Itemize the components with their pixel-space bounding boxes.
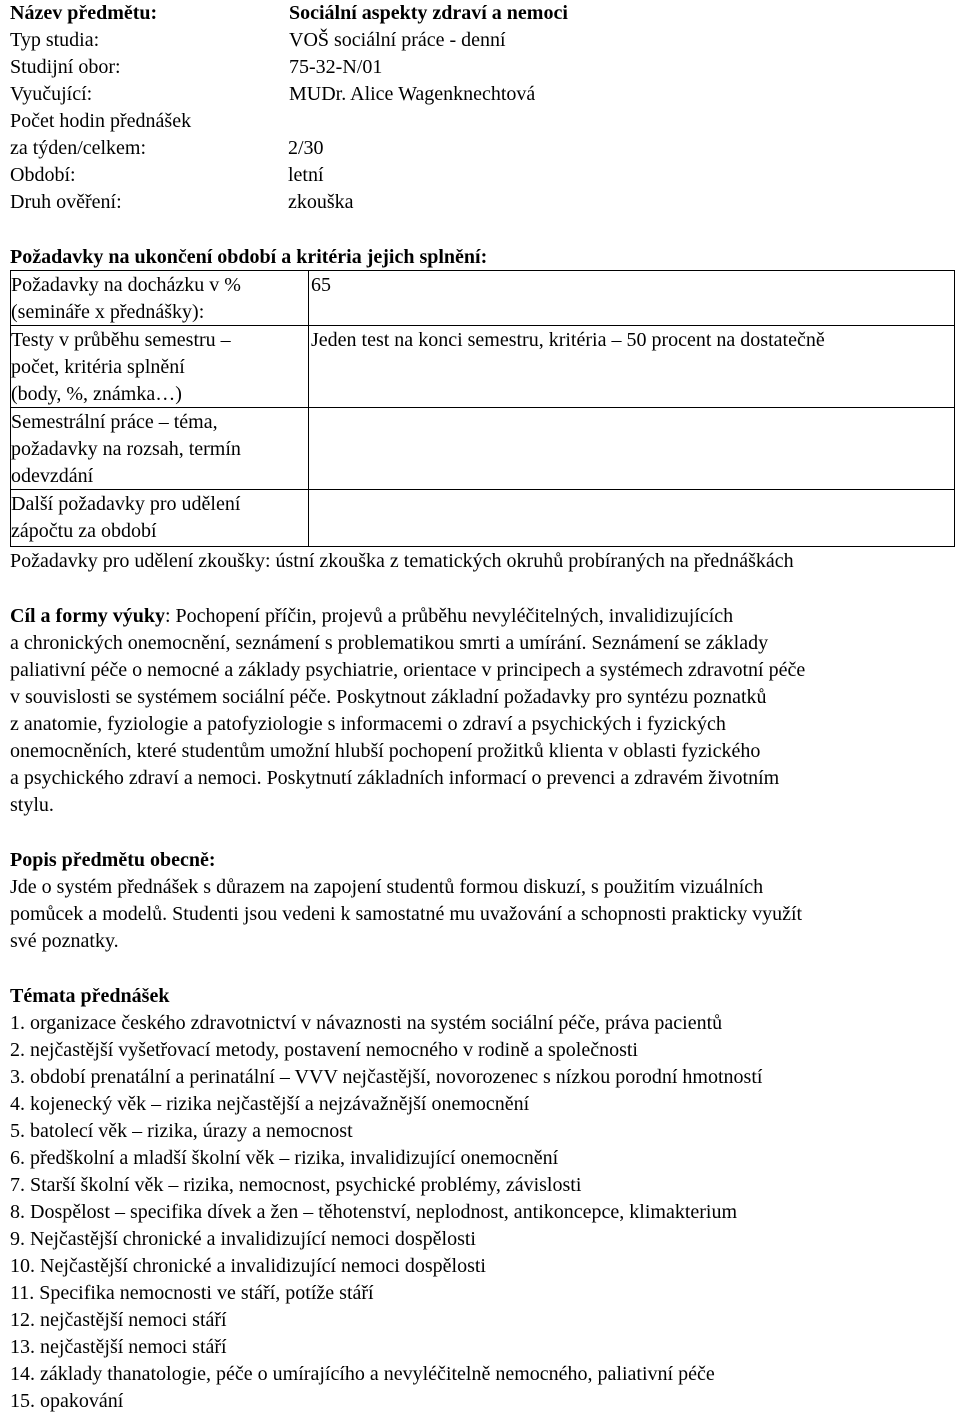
list-item: 8. Dospělost – specifika dívek a žen – těhotenství, neplodnost, antikoncepce, klimakterium	[10, 1201, 738, 1223]
assessment-label: Druh ověření:	[10, 191, 122, 213]
attendance-value: 65	[311, 274, 331, 296]
list-item: 11. Specifika nemocnosti ve stáří, potíže stáří	[10, 1282, 374, 1304]
goals-text-line: a psychického zdraví a nemoci. Poskytnutí základních informací o prevenci a zdravém životním	[10, 767, 780, 789]
credit-requirements-label	[11, 491, 301, 545]
description-text-line: své poznatky.	[10, 930, 119, 952]
attendance-label-line: Požadavky na docházku v %	[11, 274, 241, 296]
goals-text-line: v souvislosti se systémem sociální péče. Poskytnout základní požadavky pro syntézu poznatků	[10, 686, 767, 708]
teacher-value: MUDr. Alice Wagenknechtová	[289, 83, 536, 105]
goals-text-line: z anatomie, fyziologie a patofyziologie s informacemi o zdraví a psychických i fyzických	[10, 713, 726, 735]
hours-label: za týden/celkem:	[10, 137, 147, 159]
list-item: 9. Nejčastější chronické a invalidizující nemoci dospělosti	[10, 1228, 476, 1250]
list-item: 13. nejčastější nemoci stáří	[10, 1336, 227, 1358]
hours-value: 2/30	[288, 137, 324, 159]
topics-list	[10, 1010, 762, 1415]
tests-label-line: (body, %, známka…)	[11, 383, 182, 405]
list-item: 5. batolecí věk – rizika, úrazy a nemocnost	[10, 1120, 353, 1142]
course-name-value: Sociální aspekty zdraví a nemoci	[289, 2, 568, 24]
requirements-table	[10, 270, 955, 547]
attendance-label-line: (semináře x přednášky):	[11, 301, 205, 323]
topics-heading: Témata přednášek	[10, 985, 170, 1007]
study-field-label: Studijní obor:	[10, 56, 121, 78]
exam-requirements: Požadavky pro udělení zkoušky: ústní zkouška z tematických okruhů probíraných na přednáškách	[10, 550, 794, 572]
list-item: 15. opakování	[10, 1390, 124, 1412]
teacher-label: Vyučující:	[10, 83, 93, 105]
study-field-value: 75-32-N/01	[289, 56, 383, 78]
attendance-label	[11, 272, 301, 326]
goals-text-line: stylu.	[10, 794, 54, 816]
description-text-line: pomůcek a modelů. Studenti jsou vedeni k samostatné mu uvažování a schopnosti prakticky využít	[10, 903, 803, 925]
period-value: letní	[288, 164, 324, 186]
period-label: Období:	[10, 164, 76, 186]
list-item: 7. Starší školní věk – rizika, nemocnost, psychické problémy, závislosti	[10, 1174, 582, 1196]
semester-work-label-line: požadavky na rozsah, termín	[11, 438, 241, 460]
list-item: 1. organizace českého zdravotnictví v návaznosti na systém sociální péče, práva pacientů	[10, 1012, 723, 1034]
credit-requirements-label-line: zápočtu za období	[11, 520, 157, 542]
tests-label-line: počet, kritéria splnění	[11, 356, 185, 378]
semester-work-label	[11, 409, 301, 490]
requirements-title: Požadavky na ukončení období a kritéria jejich splnění:	[10, 246, 488, 268]
list-item: 14. základy thanatologie, péče o umírajícího a nevyléčitelně nemocného, paliativní péče	[10, 1363, 715, 1385]
semester-work-label-line: odevzdání	[11, 465, 94, 487]
list-item: 2. nejčastější vyšetřovací metody, postavení nemocného v rodině a společnosti	[10, 1039, 638, 1061]
study-type-label: Typ studia:	[10, 29, 100, 51]
description-text-line: Jde o systém přednášek s důrazem na zapojení studentů formou diskuzí, s použitím vizuálních	[10, 876, 764, 898]
description-heading: Popis předmětu obecně:	[10, 849, 216, 871]
goals-first-line	[10, 603, 733, 630]
goals-text-line: paliativní péče o nemocné a základy psychiatrie, orientace v principech a systémech zdravotní péče	[10, 659, 806, 681]
goals-text-line: onemocněních, které studentům umožní hlubší pochopení prožitků klienta v oblasti fyzického	[10, 740, 761, 762]
course-name-label: Název předmětu:	[10, 2, 158, 24]
tests-value: Jeden test na konci semestru, kritéria – 50 procent na dostatečně	[311, 329, 825, 351]
semester-work-label-line: Semestrální práce – téma,	[11, 411, 218, 433]
goals-text-line: a chronických onemocnění, seznámení s problematikou smrti a umírání. Seznámení se základy	[10, 632, 769, 654]
study-type-value: VOŠ sociální práce - denní	[289, 29, 506, 51]
table-divider	[308, 271, 309, 546]
list-item: 12. nejčastější nemoci stáří	[10, 1309, 227, 1331]
list-item: 10. Nejčastější chronické a invalidizující nemoci dospělosti	[10, 1255, 486, 1277]
goals-heading: Cíl a formy výuky	[10, 605, 165, 627]
hours-title-label: Počet hodin přednášek	[10, 110, 192, 132]
goals-text-line: : Pochopení příčin, projevů a průběhu nevyléčitelných, invalidizujících	[165, 605, 734, 627]
credit-requirements-label-line: Další požadavky pro udělení	[11, 493, 241, 515]
list-item: 3. období prenatální a perinatální – VVV nejčastější, novorozenec s nízkou porodní hmotností	[10, 1066, 763, 1088]
tests-label	[11, 327, 301, 408]
tests-label-line: Testy v průběhu semestru –	[11, 329, 231, 351]
list-item: 4. kojenecký věk – rizika nejčastější a nejzávažnější onemocnění	[10, 1093, 530, 1115]
list-item: 6. předškolní a mladší školní věk – rizika, invalidizující onemocnění	[10, 1147, 559, 1169]
assessment-value: zkouška	[288, 191, 354, 213]
